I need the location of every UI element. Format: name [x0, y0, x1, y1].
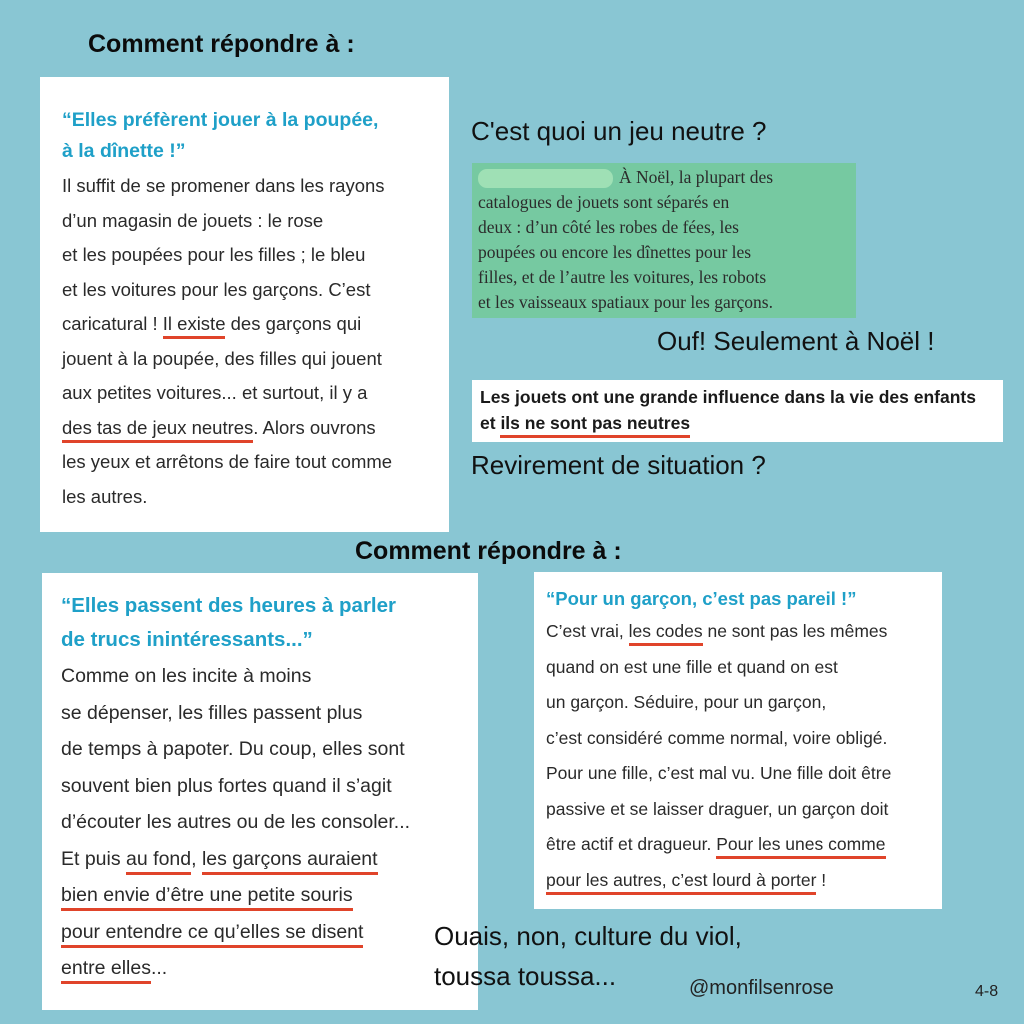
quote-card-boys [534, 572, 942, 909]
heading-top: Comment répondre à : [88, 30, 355, 58]
underline-highlight: les codes [629, 621, 703, 646]
page-number: 4-8 [975, 983, 999, 1000]
toys-influence-strip: Les jouets ont une grande influence dans la vie des enfants et ils ne sont pas neutres [472, 380, 1003, 442]
heading-middle: Comment répondre à : [355, 537, 622, 565]
underline-highlight: Pour les unes comme [716, 834, 885, 859]
comment-rape-culture: Ouais, non, culture du viol, toussa toussa... [434, 921, 742, 991]
author-handle: @monfilsenrose [689, 977, 834, 999]
underline-highlight: Il existe [163, 313, 226, 339]
underline-highlight: les garçons auraient [202, 848, 378, 875]
card-body: Il suffit de se promener dans les rayons d’un magasin de jouets : le rose et les poupées pour les filles ; le bleu et les voitures pour les garçons. C’est caricatural ! Il existe des garçons qui jouent à la poupée, des filles qui jouent aux petites voitures... et surtout, il y a des tas de jeux neutres. Alors ouvrons les yeux et arrêtons de faire tout comme les autres. [62, 175, 393, 507]
comment-twist: Revirement de situation ? [471, 450, 766, 480]
card-body: Comme on les incite à moins se dépenser, les filles passent plus de temps à papoter. Du coup, elles sont souvent bien plus fortes quand il s’agit d’écouter les autres ou de les consoler... Et puis au fond, les garçons auraient bien envie d’être une petite souris pour entendre ce qu’elles se disent entre elles... [61, 658, 478, 987]
comment-only-christmas: Ouf! Seulement à Noël ! [657, 326, 935, 356]
catalogue-excerpt: À Noël, la plupart des catalogues de jouets sont séparés en deux : d’un côté les robes de fées, les poupées ou encore les dînettes pour les filles, et de l’autre les voitures, les robots et les vaisseaux spatiaux pour les garçons. [472, 163, 856, 318]
underline-highlight: bien envie d’être une petite souris [61, 884, 353, 911]
underline-highlight: des tas de jeux neutres [62, 417, 253, 443]
card-body: C’est vrai, les codes ne sont pas les mêmes quand on est une fille et quand on est un garçon. Séduire, pour un garçon, c’est considéré comme normal, voire obligé. Pour une fille, c’est mal vu. Une fille doit être passive et se laisser draguer, un garçon doit être actif et dragueur. Pour les unes comme pour les autres, c’est lourd à porter ! [546, 614, 942, 898]
underline-highlight: au fond [126, 848, 191, 875]
underline-highlight: ils ne sont pas neutres [500, 413, 690, 438]
underline-highlight: entre elles [61, 957, 151, 984]
underline-highlight: pour entendre ce qu’elles se disent [61, 921, 363, 948]
card-quote: “Pour un garçon, c’est pas pareil !” [546, 588, 857, 609]
underline-highlight: pour les autres, c’est lourd à porter [546, 870, 816, 895]
quote-card-dolls [40, 77, 449, 532]
comment-neutral-game: C'est quoi un jeu neutre ? [471, 116, 767, 146]
card-quote: “Elles passent des heures à parler de trucs inintéressants...” [61, 594, 396, 651]
card-quote: “Elles préfèrent jouer à la poupée, à la dînette !” [62, 109, 379, 162]
redacted-mark [478, 169, 613, 188]
quote-card-chatting [42, 573, 478, 1010]
